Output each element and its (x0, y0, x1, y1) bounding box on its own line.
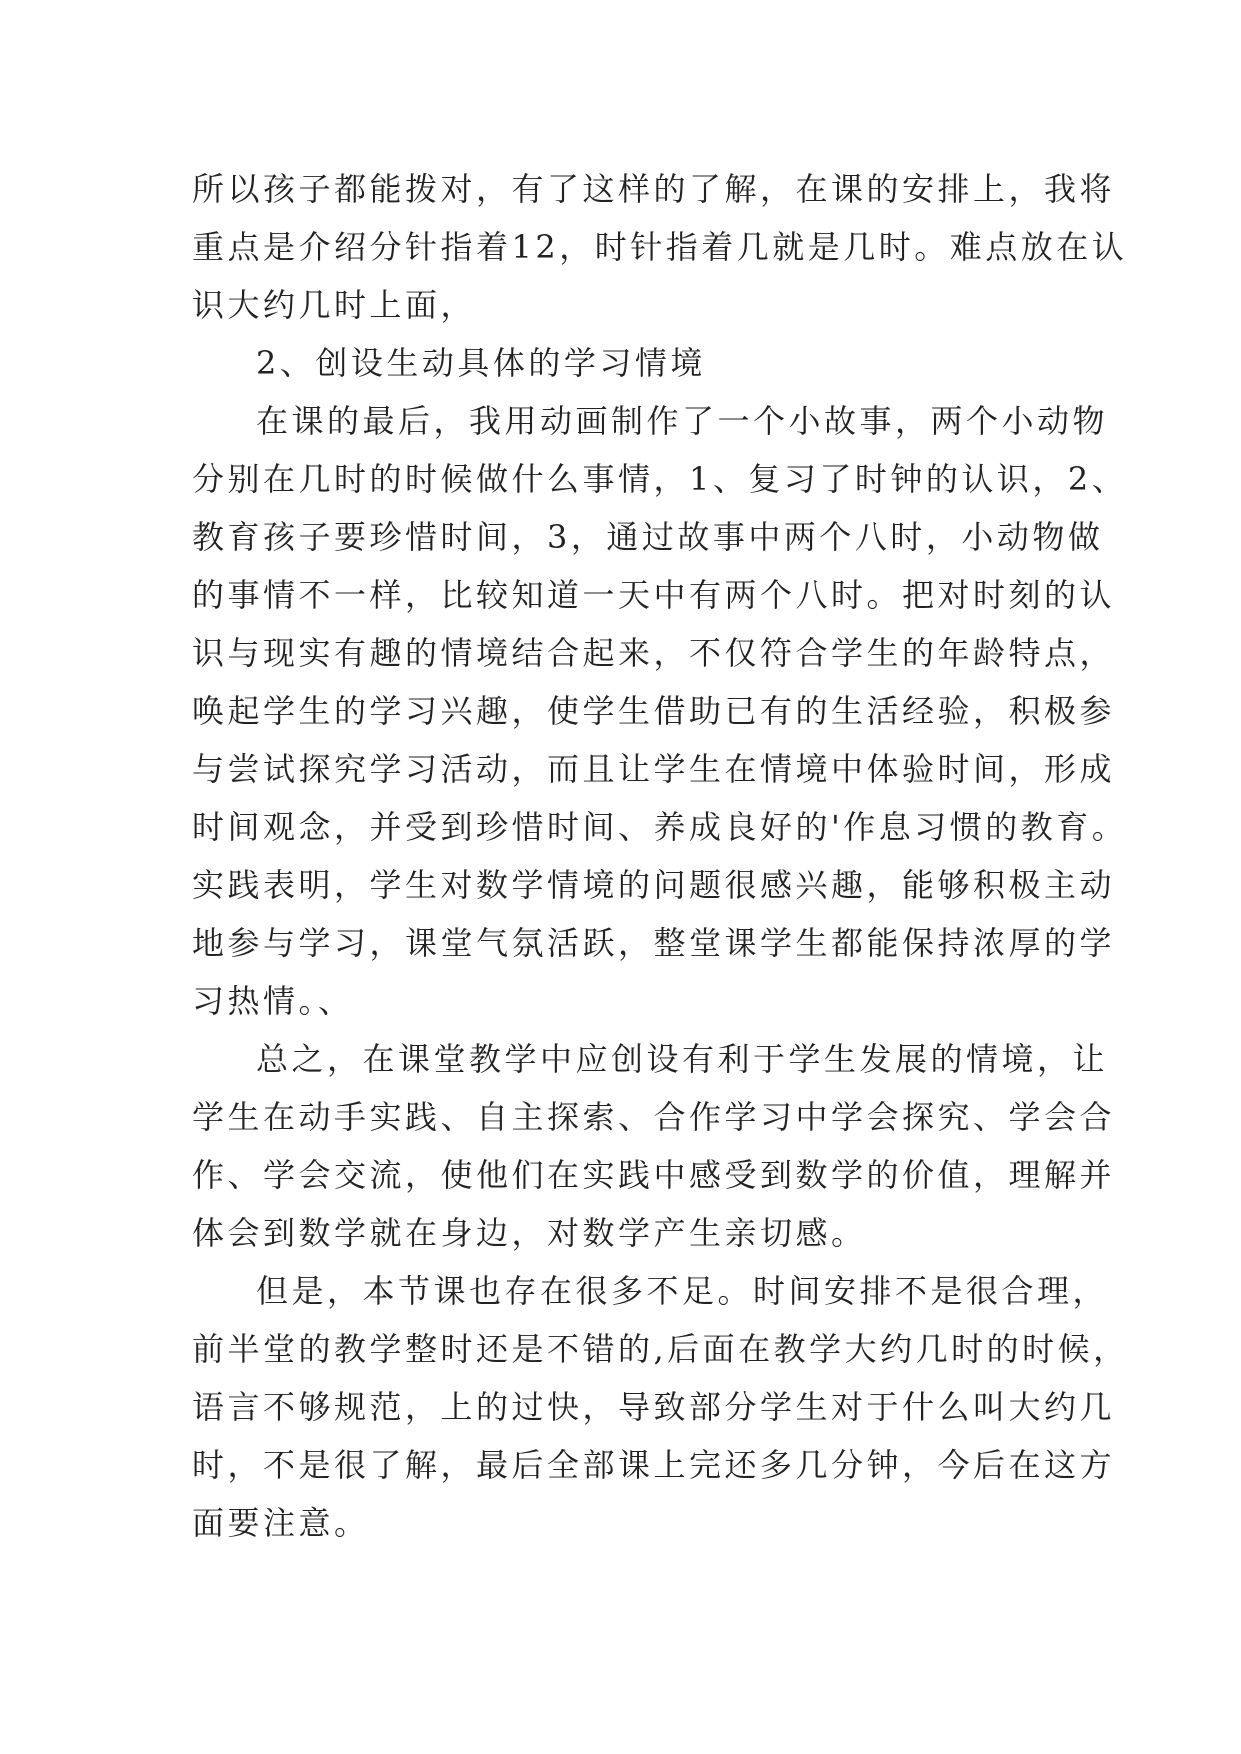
text-line: 与尝试探究学习活动，而且让学生在情境中体验时间，形成 (192, 750, 1116, 788)
text-line: 时间观念，并受到珍惜时间、养成良好的'作息习惯的教育。 (192, 808, 1128, 846)
text-line: 识与现实有趣的情境结合起来，不仅符合学生的年龄特点， (192, 634, 1116, 672)
text-line: 时，不是很了解，最后全部课上完还多几分钟，今后在这方 (192, 1446, 1116, 1484)
text-line: 唤起学生的学习兴趣，使学生借助已有的生活经验，积极参 (192, 692, 1116, 730)
text-line: 所以孩子都能拨对，有了这样的了解，在课的安排上，我将 (192, 170, 1116, 208)
text-line: 作、学会交流，使他们在实践中感受到数学的价值，理解并 (192, 1156, 1116, 1194)
text-line: 识大约几时上面， (192, 286, 477, 324)
paragraph-start-line: 在课的最后，我用动画制作了一个小故事，两个小动物 (256, 402, 1109, 440)
paragraph-start-line: 总之，在课堂教学中应创设有利于学生发展的情境，让 (256, 1040, 1109, 1078)
text-line: 习热情。、 (192, 982, 354, 1020)
text-line: 重点是介绍分针指着12，时针指着几就是几时。难点放在认 (192, 228, 1128, 266)
text-line: 面要注意。 (192, 1504, 370, 1542)
text-line: 语言不够规范，上的过快，导致部分学生对于什么叫大约几 (192, 1388, 1116, 1426)
text-line: 实践表明，学生对数学情境的问题很感兴趣，能够积极主动 (192, 866, 1116, 904)
paragraph-start-line: 但是，本节课也存在很多不足。时间安排不是很合理， (256, 1272, 1109, 1310)
text-line: 教育孩子要珍惜时间，3，通过故事中两个八时，小动物做 (192, 518, 1104, 556)
section-heading: 2、创设生动具体的学习情境 (256, 344, 706, 382)
text-line: 分别在几时的时候做什么事情，1、复习了时钟的认识，2、 (192, 460, 1128, 498)
text-line: 学生在动手实践、自主探索、合作学习中学会探究、学会合 (192, 1098, 1116, 1136)
text-line: 的事情不一样，比较知道一天中有两个八时。把对时刻的认 (192, 576, 1116, 614)
text-line: 体会到数学就在身边，对数学产生亲切感。 (192, 1214, 867, 1252)
body-text (192, 160, 1129, 1552)
text-line: 前半堂的教学整时还是不错的,后面在教学大约几时的时候， (192, 1330, 1129, 1368)
text-line: 地参与学习，课堂气氛活跃，整堂课学生都能保持浓厚的学 (192, 924, 1116, 962)
